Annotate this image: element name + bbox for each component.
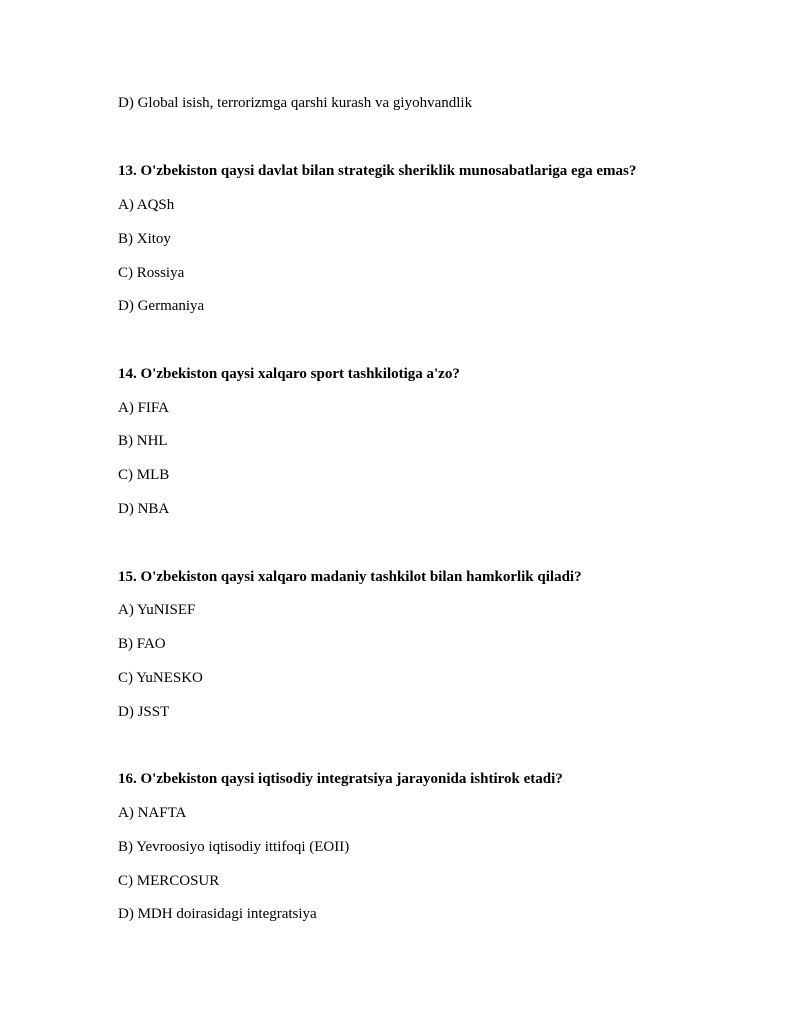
question-14-text: 14. O'zbekiston qaysi xalqaro sport tashkilotiga a'zo? [118,366,460,382]
question-14-option-a: A) FIFA [118,400,169,416]
question-16-option-c: C) MERCOSUR [118,873,220,889]
question-15-option-a: A) YuNISEF [118,602,196,618]
question-14-option-c: C) MLB [118,467,170,483]
question-16-option-a: A) NAFTA [118,805,187,821]
question-16-option-d: D) MDH doirasidagi integratsiya [118,906,317,922]
question-13-option-d: D) Germaniya [118,298,205,314]
question-13-option-b: B) Xitoy [118,231,171,247]
question-15-option-b: B) FAO [118,636,166,652]
question-13-text: 13. O'zbekiston qaysi davlat bilan strategik sheriklik munosabatlariga ega emas? [118,163,637,179]
question-13-option-a: A) AQSh [118,197,175,213]
question-13-option-c: C) Rossiya [118,265,185,281]
question-15-option-d: D) JSST [118,704,170,720]
question-15-option-c: C) YuNESKO [118,670,203,686]
question-15-text: 15. O'zbekiston qaysi xalqaro madaniy tashkilot bilan hamkorlik qiladi? [118,569,582,585]
question-14-option-b: B) NHL [118,433,168,449]
question-16-option-b: B) Yevroosiyo iqtisodiy ittifoqi (EOII) [118,839,350,855]
question-14-option-d: D) NBA [118,501,170,517]
carryover-option-d: D) Global isish, terrorizmga qarshi kurash va giyohvandlik [118,95,473,111]
question-16-text: 16. O'zbekiston qaysi iqtisodiy integratsiya jarayonida ishtirok etadi? [118,771,563,787]
